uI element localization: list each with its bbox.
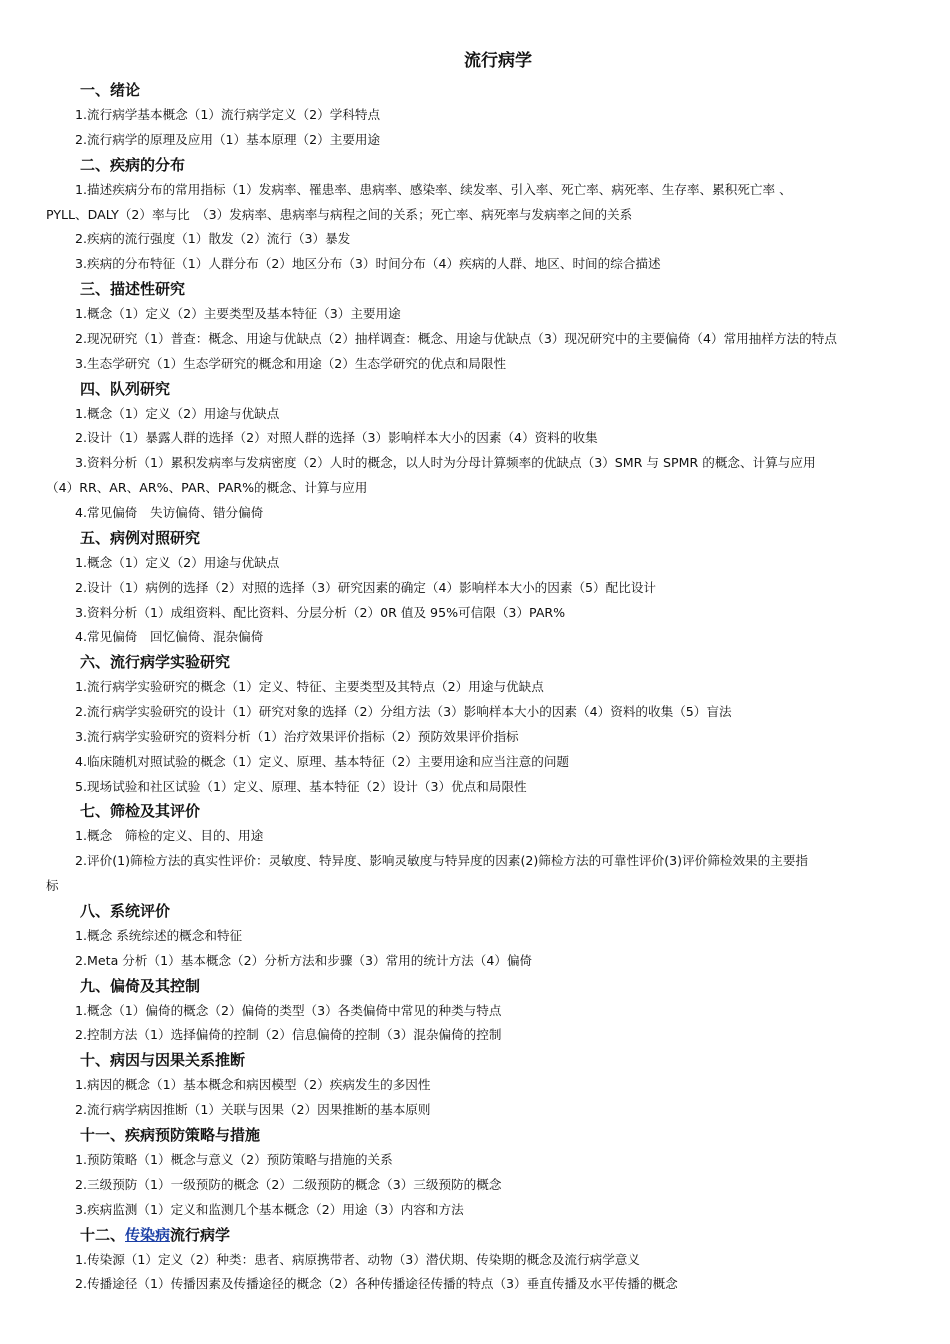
outline-line-continued: 标 xyxy=(46,878,59,894)
outline-line: 1.概念（1）定义（2）用途与优缺点 xyxy=(75,405,280,421)
outline-line: 1.病因的概念（1）基本概念和病因模型（2）疾病发生的多因性 xyxy=(75,1077,431,1093)
outline-line: 2.疾病的流行强度（1）散发（2）流行（3）暴发 xyxy=(75,231,351,247)
section-title: 七、筛检及其评价 xyxy=(80,802,201,821)
outline-line: 2.三级预防（1）一级预防的概念（2）二级预防的概念（3）三级预防的概念 xyxy=(75,1176,502,1192)
outline-line: 2.设计（1）病例的选择（2）对照的选择（3）研究因素的确定（4）影响样本大小的因素（5）配比设计 xyxy=(75,579,657,595)
outline-line: 1.传染源（1）定义（2）种类：患者、病原携带者、动物（3）潜伏期、传染期的概念及流行病学意义 xyxy=(75,1251,640,1267)
section-title: 四、队列研究 xyxy=(80,379,171,398)
section-title: 二、疾病的分布 xyxy=(80,155,186,174)
outline-line: 3.生态学研究（1）生态学研究的概念和用途（2）生态学研究的优点和局限性 xyxy=(75,355,507,371)
outline-line: 3.流行病学实验研究的资料分析（1）治疗效果评价指标（2）预防效果评价指标 xyxy=(75,728,519,744)
section-causation xyxy=(46,1048,910,1123)
section-distribution xyxy=(46,153,910,277)
section-title-prefix: 十二、 xyxy=(80,1225,126,1244)
section-intro xyxy=(46,78,910,153)
outline-line: 2.现况研究（1）普查：概念、用途与优缺点（2）抽样调查：概念、用途与优缺点（3）现况研究中的主要偏倚（4）常用抽样方法的特点 xyxy=(75,330,837,346)
outline-line: 2.Meta 分析（1）基本概念（2）分析方法和步骤（3）常用的统计方法（4）偏倚 xyxy=(75,952,533,968)
outline-line: 1.预防策略（1）概念与意义（2）预防策略与措施的关系 xyxy=(75,1152,393,1167)
section-title: 十、病因与因果关系推断 xyxy=(80,1051,246,1070)
outline-line: 2.流行病学实验研究的设计（1）研究对象的选择（2）分组方法（3）影响样本大小的因素（4）资料的收集（5）盲法 xyxy=(75,704,732,720)
outline-line: 1.概念（1）偏倚的概念（2）偏倚的类型（3）各类偏倚中常见的种类与特点 xyxy=(75,1002,502,1018)
section-cohort xyxy=(46,377,910,526)
outline-line: 1.描述疾病分布的常用指标（1）发病率、罹患率、患病率、感染率、续发率、引入率、死亡率、病死率、生存率、累积死亡率 、 xyxy=(75,181,792,197)
section-screening xyxy=(46,799,910,899)
section-title: 十一、疾病预防策略与措施 xyxy=(80,1126,261,1144)
outline-line: 2.流行病学的原理及应用（1）基本原理（2）主要用途 xyxy=(75,131,381,147)
outline-line: 1.概念 系统综述的概念和特征 xyxy=(75,927,243,943)
section-experimental xyxy=(46,650,910,799)
outline-line: 2.控制方法（1）选择偏倚的控制（2）信息偏倚的控制（3）混杂偏倚的控制 xyxy=(75,1027,502,1043)
outline-line: 2.流行病学病因推断（1）关联与因果（2）因果推断的基本原则 xyxy=(75,1102,431,1118)
section-title: 九、偏倚及其控制 xyxy=(80,976,201,995)
section-bias xyxy=(46,974,910,1049)
outline-line: 1.概念（1）定义（2）主要类型及基本特征（3）主要用途 xyxy=(75,306,401,322)
outline-line: 5.现场试验和社区试验（1）定义、原理、基本特征（2）设计（3）优点和局限性 xyxy=(75,778,527,794)
outline-line-continued: PYLL、DALY（2）率与比 （3）发病率、患病率与病程之间的关系；死亡率、病死率与发病率之间的关系 xyxy=(46,206,633,222)
section-title: 八、系统评价 xyxy=(80,901,171,920)
outline-line: 4.临床随机对照试验的概念（1）定义、原理、基本特征（2）主要用途和应当注意的问题 xyxy=(75,753,570,769)
section-title: 三、描述性研究 xyxy=(80,280,186,299)
section-infectious xyxy=(46,1223,910,1298)
section-case-control xyxy=(46,526,910,650)
outline-line: 1.流行病学基本概念（1）流行病学定义（2）学科特点 xyxy=(75,107,381,122)
section-title xyxy=(46,1223,910,1248)
outline-line: 4.常见偏倚 回忆偏倚、混杂偏倚 xyxy=(75,629,264,645)
outline-line: 3.资料分析（1）累积发病率与发病密度（2）人时的概念，以人时为分母计算频率的优缺点（3）SMR 与 SPMR 的概念、计算与应用 xyxy=(75,455,816,471)
section-title: 一、绪论 xyxy=(80,81,141,99)
outline-line: 4.常见偏倚 失访偏倚、错分偏倚 xyxy=(75,504,264,520)
section-title: 六、流行病学实验研究 xyxy=(80,653,231,672)
outline-line-continued: （4）RR、AR、AR%、PAR、PAR%的概念、计算与应用 xyxy=(46,480,368,496)
infectious-disease-link[interactable]: 传染病 xyxy=(125,1225,171,1244)
section-title: 五、病例对照研究 xyxy=(80,528,201,547)
outline-line: 2.评价(1)筛检方法的真实性评价：灵敏度、特异度、影响灵敏度与特异度的因素(2)筛检方法的可靠性评价(3)评价筛检效果的主要指 xyxy=(75,853,809,869)
outline-line: 3.疾病的分布特征（1）人群分布（2）地区分布（3）时间分布（4）疾病的人群、地区、时间的综合描述 xyxy=(75,256,661,272)
section-prevention xyxy=(46,1123,910,1223)
section-descriptive xyxy=(46,277,910,377)
outline-line: 1.流行病学实验研究的概念（1）定义、特征、主要类型及其特点（2）用途与优缺点 xyxy=(75,679,544,695)
section-title-suffix: 流行病学 xyxy=(170,1225,231,1244)
page-title: 流行病学 xyxy=(464,51,532,71)
outline-line: 2.设计（1）暴露人群的选择（2）对照人群的选择（3）影响样本大小的因素（4）资料的收集 xyxy=(75,430,598,446)
section-systematic-review xyxy=(46,899,910,974)
outline-line: 1.概念（1）定义（2）用途与优缺点 xyxy=(75,554,280,570)
outline-line: 1.概念 筛检的定义、目的、用途 xyxy=(75,828,264,844)
outline-line: 3.疾病监测（1）定义和监测几个基本概念（2）用途（3）内容和方法 xyxy=(75,1201,464,1217)
outline-line: 2.传播途径（1）传播因素及传播途径的概念（2）各种传播途径传播的特点（3）垂直传播及水平传播的概念 xyxy=(75,1276,678,1292)
outline-line: 3.资料分析（1）成组资料、配比资料、分层分析（2）0R 值及 95%可信限（3）PAR% xyxy=(75,604,566,620)
